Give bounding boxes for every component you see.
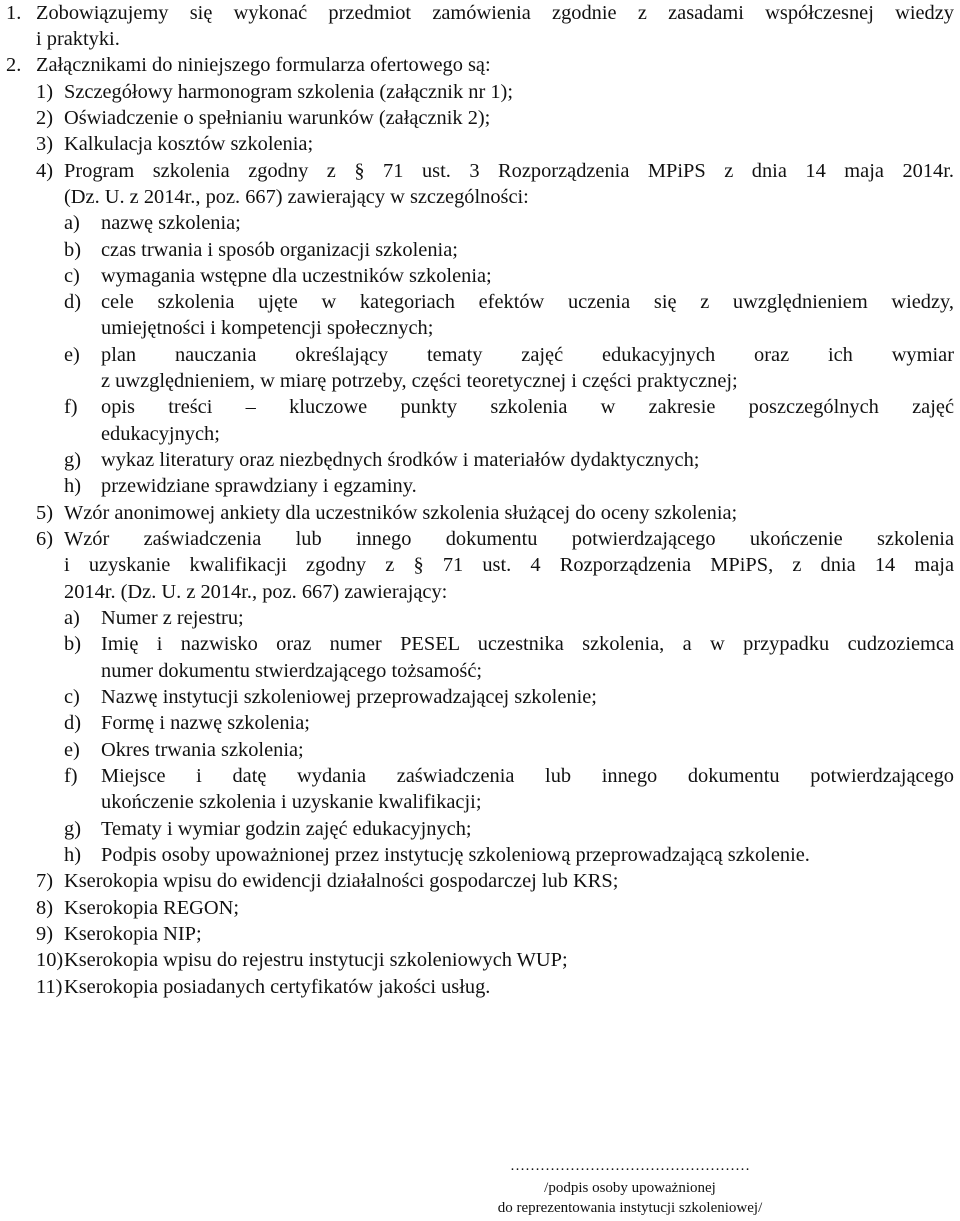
item-number: a): [64, 607, 80, 629]
item-number: h): [64, 475, 81, 497]
item-text: opis treści – kluczowe punkty szkolenia w zakresie poszczególnych zajęć: [101, 396, 954, 418]
item-text: numer dokumentu stwierdzającego tożsamość;: [101, 660, 483, 682]
item-number: b): [64, 239, 81, 261]
item-number: 7): [36, 870, 53, 892]
item-number: d): [64, 291, 81, 313]
item-number: 4): [36, 160, 53, 182]
item-text: 2014r. (Dz. U. z 2014r., poz. 667) zawierający:: [64, 581, 448, 603]
item-text: Formę i nazwę szkolenia;: [101, 712, 310, 734]
item-text: nazwę szkolenia;: [101, 212, 241, 234]
item-number: g): [64, 449, 81, 471]
item-text: Kserokopia wpisu do rejestru instytucji szkoleniowych WUP;: [64, 949, 568, 971]
item-number: 3): [36, 133, 53, 155]
item-number: g): [64, 818, 81, 840]
item-number: c): [64, 265, 80, 287]
item-number: h): [64, 844, 81, 866]
item-number: 5): [36, 502, 53, 524]
signature-dots: …………………………………………: [510, 1158, 750, 1174]
item-number: d): [64, 712, 81, 734]
item-text: Tematy i wymiar godzin zajęć edukacyjnych;: [101, 818, 472, 840]
item-text: Szczegółowy harmonogram szkolenia (załącznik nr 1);: [64, 81, 513, 103]
item-number: b): [64, 633, 81, 655]
item-number: 10): [36, 949, 64, 971]
item-number: f): [64, 765, 78, 787]
item-number: 1.: [6, 2, 22, 24]
item-number: e): [64, 739, 80, 761]
item-text: Załącznikami do niniejszego formularza ofertowego są:: [36, 54, 491, 76]
item-number: c): [64, 686, 80, 708]
item-text: z uwzględnieniem, w miarę potrzeby, części teoretycznej i części praktycznej;: [101, 370, 738, 392]
item-text: Kserokopia NIP;: [64, 923, 202, 945]
item-text: Imię i nazwisko oraz numer PESEL uczestnika szkolenia, a w przypadku cudzoziemca: [101, 633, 954, 655]
item-text: ukończenie szkolenia i uzyskanie kwalifikacji;: [101, 791, 482, 813]
item-text: i praktyki.: [36, 28, 120, 50]
item-text: przewidziane sprawdziany i egzaminy.: [101, 475, 417, 497]
item-number: 6): [36, 528, 53, 550]
item-text: Wzór anonimowej ankiety dla uczestników szkolenia służącej do oceny szkolenia;: [64, 502, 738, 524]
item-text: plan nauczania określający tematy zajęć edukacyjnych oraz ich wymiar: [101, 344, 954, 366]
item-text: Kalkulacja kosztów szkolenia;: [64, 133, 314, 155]
item-text: cele szkolenia ujęte w kategoriach efektów uczenia się z uwzględnieniem wiedzy,: [101, 291, 954, 313]
item-number: 11): [36, 976, 63, 998]
item-text: Zobowiązujemy się wykonać przedmiot zamówienia zgodnie z zasadami współczesnej wiedzy: [36, 2, 954, 24]
item-text: Program szkolenia zgodny z § 71 ust. 3 Rozporządzenia MPiPS z dnia 14 maja 2014r.: [64, 160, 954, 182]
item-text: Oświadczenie o spełnianiu warunków (załącznik 2);: [64, 107, 491, 129]
item-text: Nazwę instytucji szkoleniowej przeprowadzającej szkolenie;: [101, 686, 597, 708]
item-text: Podpis osoby upoważnionej przez instytucję szkoleniową przeprowadzającą szkolenie.: [101, 844, 810, 866]
item-number: a): [64, 212, 80, 234]
item-number: 8): [36, 897, 53, 919]
item-text: Kserokopia wpisu do ewidencji działalności gospodarczej lub KRS;: [64, 870, 619, 892]
item-number: 2.: [6, 54, 22, 76]
item-text: Wzór zaświadczenia lub innego dokumentu potwierdzającego ukończenie szkolenia: [64, 528, 954, 550]
signature-label: do reprezentowania instytucji szkoleniowej/: [497, 1200, 763, 1216]
item-text: Okres trwania szkolenia;: [101, 739, 304, 761]
item-text: i uzyskanie kwalifikacji zgodny z § 71 ust. 4 Rozporządzenia MPiPS, z dnia 14 maja: [64, 554, 954, 576]
item-text: umiejętności i kompetencji społecznych;: [101, 317, 434, 339]
item-text: wykaz literatury oraz niezbędnych środków i materiałów dydaktycznych;: [101, 449, 700, 471]
item-number: 2): [36, 107, 53, 129]
item-text: Miejsce i datę wydania zaświadczenia lub innego dokumentu potwierdzającego: [101, 765, 954, 787]
item-number: 9): [36, 923, 53, 945]
item-text: (Dz. U. z 2014r., poz. 667) zawierający w szczególności:: [64, 186, 529, 208]
item-text: czas trwania i sposób organizacji szkolenia;: [101, 239, 458, 261]
signature-label: /podpis osoby upoważnionej: [544, 1180, 716, 1196]
item-text: Numer z rejestru;: [101, 607, 244, 629]
item-number: 1): [36, 81, 53, 103]
item-number: f): [64, 396, 78, 418]
item-text: Kserokopia REGON;: [64, 897, 239, 919]
item-text: wymagania wstępne dla uczestników szkolenia;: [101, 265, 492, 287]
item-text: Kserokopia posiadanych certyfikatów jakości usług.: [64, 976, 491, 998]
item-number: e): [64, 344, 80, 366]
item-text: edukacyjnych;: [101, 423, 220, 445]
